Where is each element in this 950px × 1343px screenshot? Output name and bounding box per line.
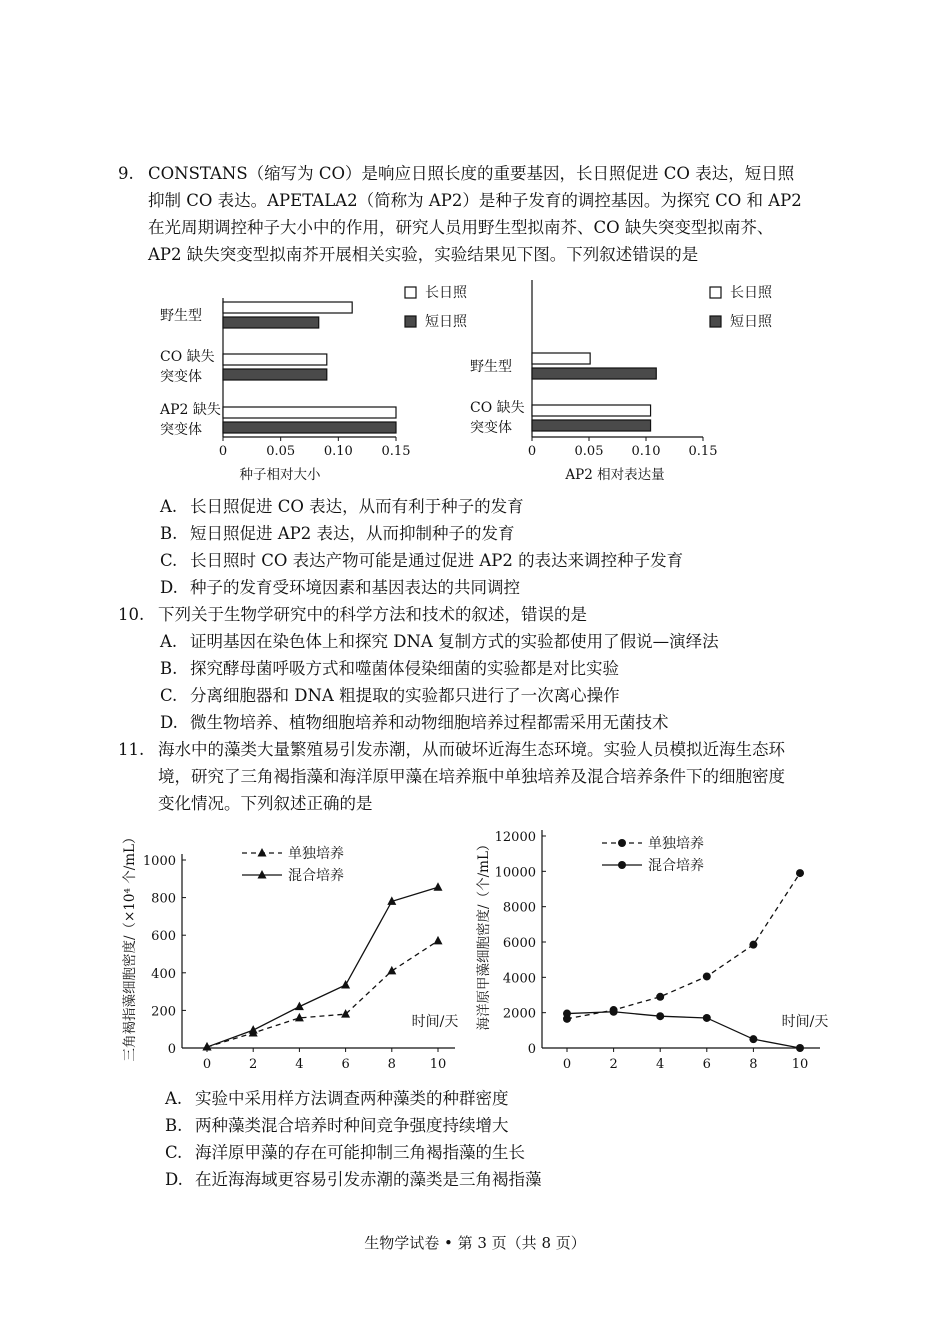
page-footer: 生物学试卷 • 第 3 页（共 8 页） — [364, 1234, 586, 1252]
legend-label: 混合培养 — [648, 858, 704, 874]
y-tick-label: 200 — [151, 1004, 176, 1020]
category-label: 野生型 — [160, 308, 202, 324]
x-tick-label: 0.15 — [381, 444, 411, 459]
q9-stem-line: 在光周期调控种子大小中的作用，研究人员用野生型拟南芥、CO 缺失突变型拟南芥、 — [148, 218, 774, 237]
x-tick-label: 0 — [562, 1057, 572, 1072]
q9-option-d[interactable]: D. 种子的发育受环境因素和基因表达的共同调控 — [160, 578, 520, 597]
x-axis-label: 时间/天 — [781, 1014, 829, 1030]
diatom-density-line-chart — [120, 822, 470, 1084]
q11-number: 11. — [118, 740, 145, 759]
series-line — [207, 887, 438, 1047]
bar — [532, 368, 656, 379]
legend-label: 长日照 — [425, 285, 467, 301]
q10-stem: 下列关于生物学研究中的科学方法和技术的叙述，错误的是 — [158, 605, 587, 624]
x-tick-label: 4 — [656, 1057, 665, 1072]
legend-swatch — [710, 316, 721, 327]
q9-option-a[interactable]: A. 长日照促进 CO 表达，从而有利于种子的发育 — [160, 497, 524, 516]
x-axis-label: 时间/天 — [411, 1014, 459, 1030]
data-point — [434, 936, 443, 945]
legend-marker — [258, 870, 267, 879]
bar — [223, 302, 352, 313]
legend-label: 单独培养 — [648, 836, 704, 852]
x-tick-label: 10 — [429, 1057, 447, 1072]
bar — [223, 317, 319, 328]
bar — [223, 354, 327, 365]
data-point — [796, 1044, 804, 1052]
q11-option-c[interactable]: C. 海洋原甲藻的存在可能抑制三角褐指藻的生长 — [165, 1143, 525, 1162]
dinoflagellate-density-line-chart — [470, 822, 840, 1084]
q11-stem-line: 变化情况。下列叙述正确的是 — [158, 794, 373, 813]
q10-option-c[interactable]: C. 分离细胞器和 DNA 粗提取的实验都只进行了一次离心操作 — [160, 686, 620, 705]
q11-option-b[interactable]: B. 两种藻类混合培养时种间竞争强度持续增大 — [165, 1116, 509, 1135]
bar — [532, 405, 651, 416]
x-tick-label: 8 — [749, 1057, 758, 1072]
q9-option-c[interactable]: C. 长日照时 CO 表达产物可能是通过促进 AP2 的表达来调控种子发育 — [160, 551, 684, 570]
data-point — [610, 1008, 618, 1016]
data-point — [656, 1012, 664, 1020]
y-tick-label: 800 — [151, 891, 176, 907]
data-point — [796, 869, 804, 877]
y-tick-label: 2000 — [502, 1006, 536, 1022]
bar — [532, 420, 651, 431]
y-tick-label: 10000 — [494, 865, 536, 881]
data-point — [656, 993, 664, 1001]
category-label: 突变体 — [160, 369, 202, 385]
bar — [223, 369, 327, 380]
y-axis-label: 三角褐指藻细胞密度/（×10⁴ 个/mL） — [122, 830, 138, 1062]
x-tick-label: 0.05 — [574, 444, 604, 459]
y-tick-label: 4000 — [502, 971, 536, 987]
q10-option-b[interactable]: B. 探究酵母菌呼吸方式和噬菌体侵染细菌的实验都是对比实验 — [160, 659, 619, 678]
data-point — [563, 1010, 571, 1018]
legend-label: 混合培养 — [288, 868, 344, 884]
category-label: CO 缺失 — [160, 349, 215, 365]
series-line — [567, 873, 800, 1019]
q9-stem-line: 抑制 CO 表达。APETALA2（简称为 AP2）是种子发育的调控基因。为探究 CO 和 AP2 — [148, 191, 802, 210]
data-point — [749, 1035, 757, 1043]
bar — [223, 422, 396, 433]
legend-marker — [618, 861, 626, 869]
data-point — [434, 882, 443, 891]
x-axis-label: 种子相对大小 — [239, 467, 321, 483]
q9-stem-line: AP2 缺失突变型拟南芥开展相关实验，实验结果见下图。下列叙述错误的是 — [148, 245, 699, 264]
q10-number: 10. — [118, 605, 145, 624]
x-tick-label: 8 — [387, 1057, 396, 1072]
data-point — [703, 972, 711, 980]
bar — [532, 353, 590, 364]
series-line — [567, 1012, 800, 1048]
data-point — [749, 941, 757, 949]
q11-option-d[interactable]: D. 在近海海域更容易引发赤潮的藻类是三角褐指藻 — [165, 1170, 542, 1189]
y-tick-label: 0 — [527, 1042, 536, 1057]
legend-label: 长日照 — [730, 285, 772, 301]
bar — [223, 407, 396, 418]
ap2-expression-bar-chart — [460, 278, 800, 490]
y-tick-label: 1000 — [142, 854, 176, 869]
category-label: 突变体 — [160, 422, 202, 438]
category-label: CO 缺失 — [470, 400, 525, 416]
y-tick-label: 600 — [151, 929, 176, 945]
q9-number: 9. — [118, 164, 134, 183]
data-point — [295, 1002, 304, 1011]
legend-swatch — [710, 287, 721, 298]
data-point — [341, 980, 350, 989]
y-tick-label: 400 — [151, 966, 176, 982]
x-tick-label: 0.10 — [323, 444, 353, 459]
x-axis-label: AP2 相对表达量 — [565, 467, 665, 483]
y-axis-label: 海洋原甲藻细胞密度/（个/mL） — [476, 837, 492, 1031]
q9-stem-line: CONSTANS（缩写为 CO）是响应日照长度的重要基因，长日照促进 CO 表达，短日照 — [148, 164, 795, 183]
x-tick-label: 10 — [791, 1057, 809, 1072]
legend-swatch — [405, 287, 416, 298]
seed-size-bar-chart — [150, 278, 490, 490]
y-tick-label: 6000 — [502, 936, 536, 951]
legend-label: 短日照 — [425, 314, 467, 330]
y-tick-label: 0 — [167, 1042, 176, 1057]
q10-option-a[interactable]: A. 证明基因在染色体上和探究 DNA 复制方式的实验都使用了假说—演绎法 — [160, 632, 719, 651]
x-tick-label: 2 — [609, 1057, 618, 1072]
legend-swatch — [405, 316, 416, 327]
q11-option-a[interactable]: A. 实验中采用样方法调查两种藻类的种群密度 — [165, 1089, 509, 1108]
legend-label: 短日照 — [730, 314, 772, 330]
data-point — [249, 1025, 258, 1034]
legend-marker — [618, 839, 626, 847]
series-line — [207, 941, 438, 1047]
x-tick-label: 0.15 — [688, 444, 718, 459]
x-tick-label: 0 — [527, 444, 537, 459]
x-tick-label: 6 — [702, 1057, 711, 1072]
data-point — [703, 1014, 711, 1022]
y-tick-label: 8000 — [502, 900, 536, 916]
category-label: 野生型 — [470, 359, 512, 375]
x-tick-label: 2 — [249, 1057, 258, 1072]
x-tick-label: 0.10 — [631, 444, 661, 459]
category-label: AP2 缺失 — [160, 402, 221, 418]
q9-option-b[interactable]: B. 短日照促进 AP2 表达，从而抑制种子的发育 — [160, 524, 515, 543]
legend-marker — [258, 848, 267, 857]
y-tick-label: 12000 — [494, 830, 536, 845]
data-point — [387, 966, 396, 975]
x-tick-label: 0 — [202, 1057, 212, 1072]
q10-option-d[interactable]: D. 微生物培养、植物细胞培养和动物细胞培养过程都需采用无菌技术 — [160, 713, 669, 732]
legend-label: 单独培养 — [288, 846, 344, 862]
x-tick-label: 0.05 — [266, 444, 296, 459]
category-label: 突变体 — [470, 420, 512, 436]
x-tick-label: 0 — [218, 444, 228, 459]
x-tick-label: 6 — [341, 1057, 350, 1072]
q11-stem-line: 境，研究了三角褐指藻和海洋原甲藻在培养瓶中单独培养及混合培养条件下的细胞密度 — [158, 767, 785, 786]
x-tick-label: 4 — [295, 1057, 304, 1072]
q11-stem-line: 海水中的藻类大量繁殖易引发赤潮，从而破坏近海生态环境。实验人员模拟近海生态环 — [158, 740, 785, 759]
